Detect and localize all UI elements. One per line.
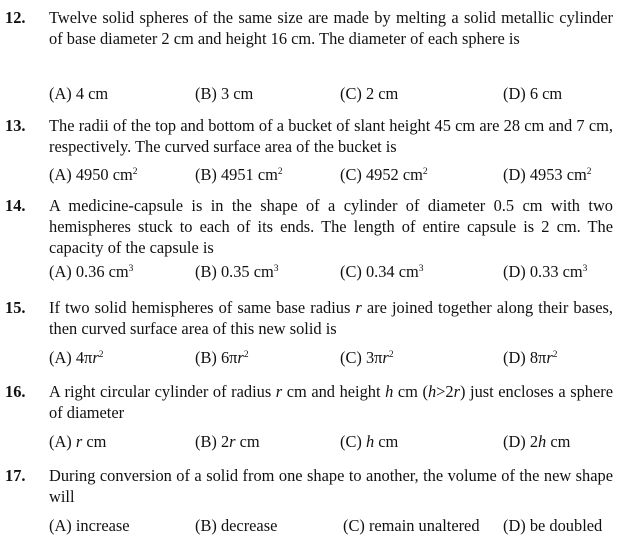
question-number: 15.	[5, 298, 26, 317]
option-d: (D) 6 cm	[503, 84, 563, 103]
question-number: 16.	[5, 382, 26, 401]
question-number: 12.	[5, 8, 26, 27]
option-c: (C) $3\pi r^2$	[340, 348, 394, 367]
option-b: (B) 4951 $cm^2$	[195, 165, 283, 184]
option-a: (A) increase	[49, 516, 130, 535]
option-b: (B) 2r cm	[195, 432, 260, 451]
question-text: A right circular cylinder of radius r cm and height h cm (h>2r) just encloses a sphere of diameter	[49, 382, 613, 423]
option-b: (B) decrease	[195, 516, 278, 535]
option-a: (A) 4950 $cm^2$	[49, 165, 138, 184]
option-d: (D) 4953 $cm^2$	[503, 165, 592, 184]
option-d: (D) 2h cm	[503, 432, 571, 451]
option-d: (D) 0.33 $cm^3$	[503, 262, 588, 281]
question-text: Twelve solid spheres of the same size are made by melting a solid metallic cylinder of base diameter 2 cm and height 16 cm. The diameter of each sphere is	[49, 8, 613, 49]
option-a: (A) r cm	[49, 432, 107, 451]
question-text: During conversion of a solid from one shape to another, the volume of the new shape will	[49, 466, 613, 507]
option-c: (C) 2 cm	[340, 84, 399, 103]
option-c: (C) 4952 $cm^2$	[340, 165, 428, 184]
option-d: (D) $8\pi r^2$	[503, 348, 558, 367]
option-c: (C) remain unaltered	[343, 516, 480, 535]
option-b: (B) $6\pi r^2$	[195, 348, 249, 367]
question-text: A medicine-capsule is in the shape of a cylinder of diameter 0.5 cm with two hemispheres stuck to each of its ends. The length of entire capsule is 2 cm. The capacity of the capsule is	[49, 196, 613, 258]
question-number: 14.	[5, 196, 26, 215]
option-a: (A) 4 cm	[49, 84, 109, 103]
option-d: (D) be doubled	[503, 516, 603, 535]
option-c: (C) h cm	[340, 432, 399, 451]
option-c: (C) 0.34 $cm^3$	[340, 262, 424, 281]
option-b: (B) 3 cm	[195, 84, 254, 103]
question-text: If two solid hemispheres of same base radius r are joined together along their bases, then curved surface area of this new solid is	[49, 298, 613, 339]
question-text: The radii of the top and bottom of a bucket of slant height 45 cm are 28 cm and 7 cm, respectively. The curved surface area of the bucket is	[49, 116, 613, 157]
question-number: 13.	[5, 116, 26, 135]
option-a: (A) 0.36 $cm^3$	[49, 262, 134, 281]
option-b: (B) 0.35 $cm^3$	[195, 262, 279, 281]
option-a: (A) $4\pi r^2$	[49, 348, 104, 367]
question-number: 17.	[5, 466, 26, 485]
